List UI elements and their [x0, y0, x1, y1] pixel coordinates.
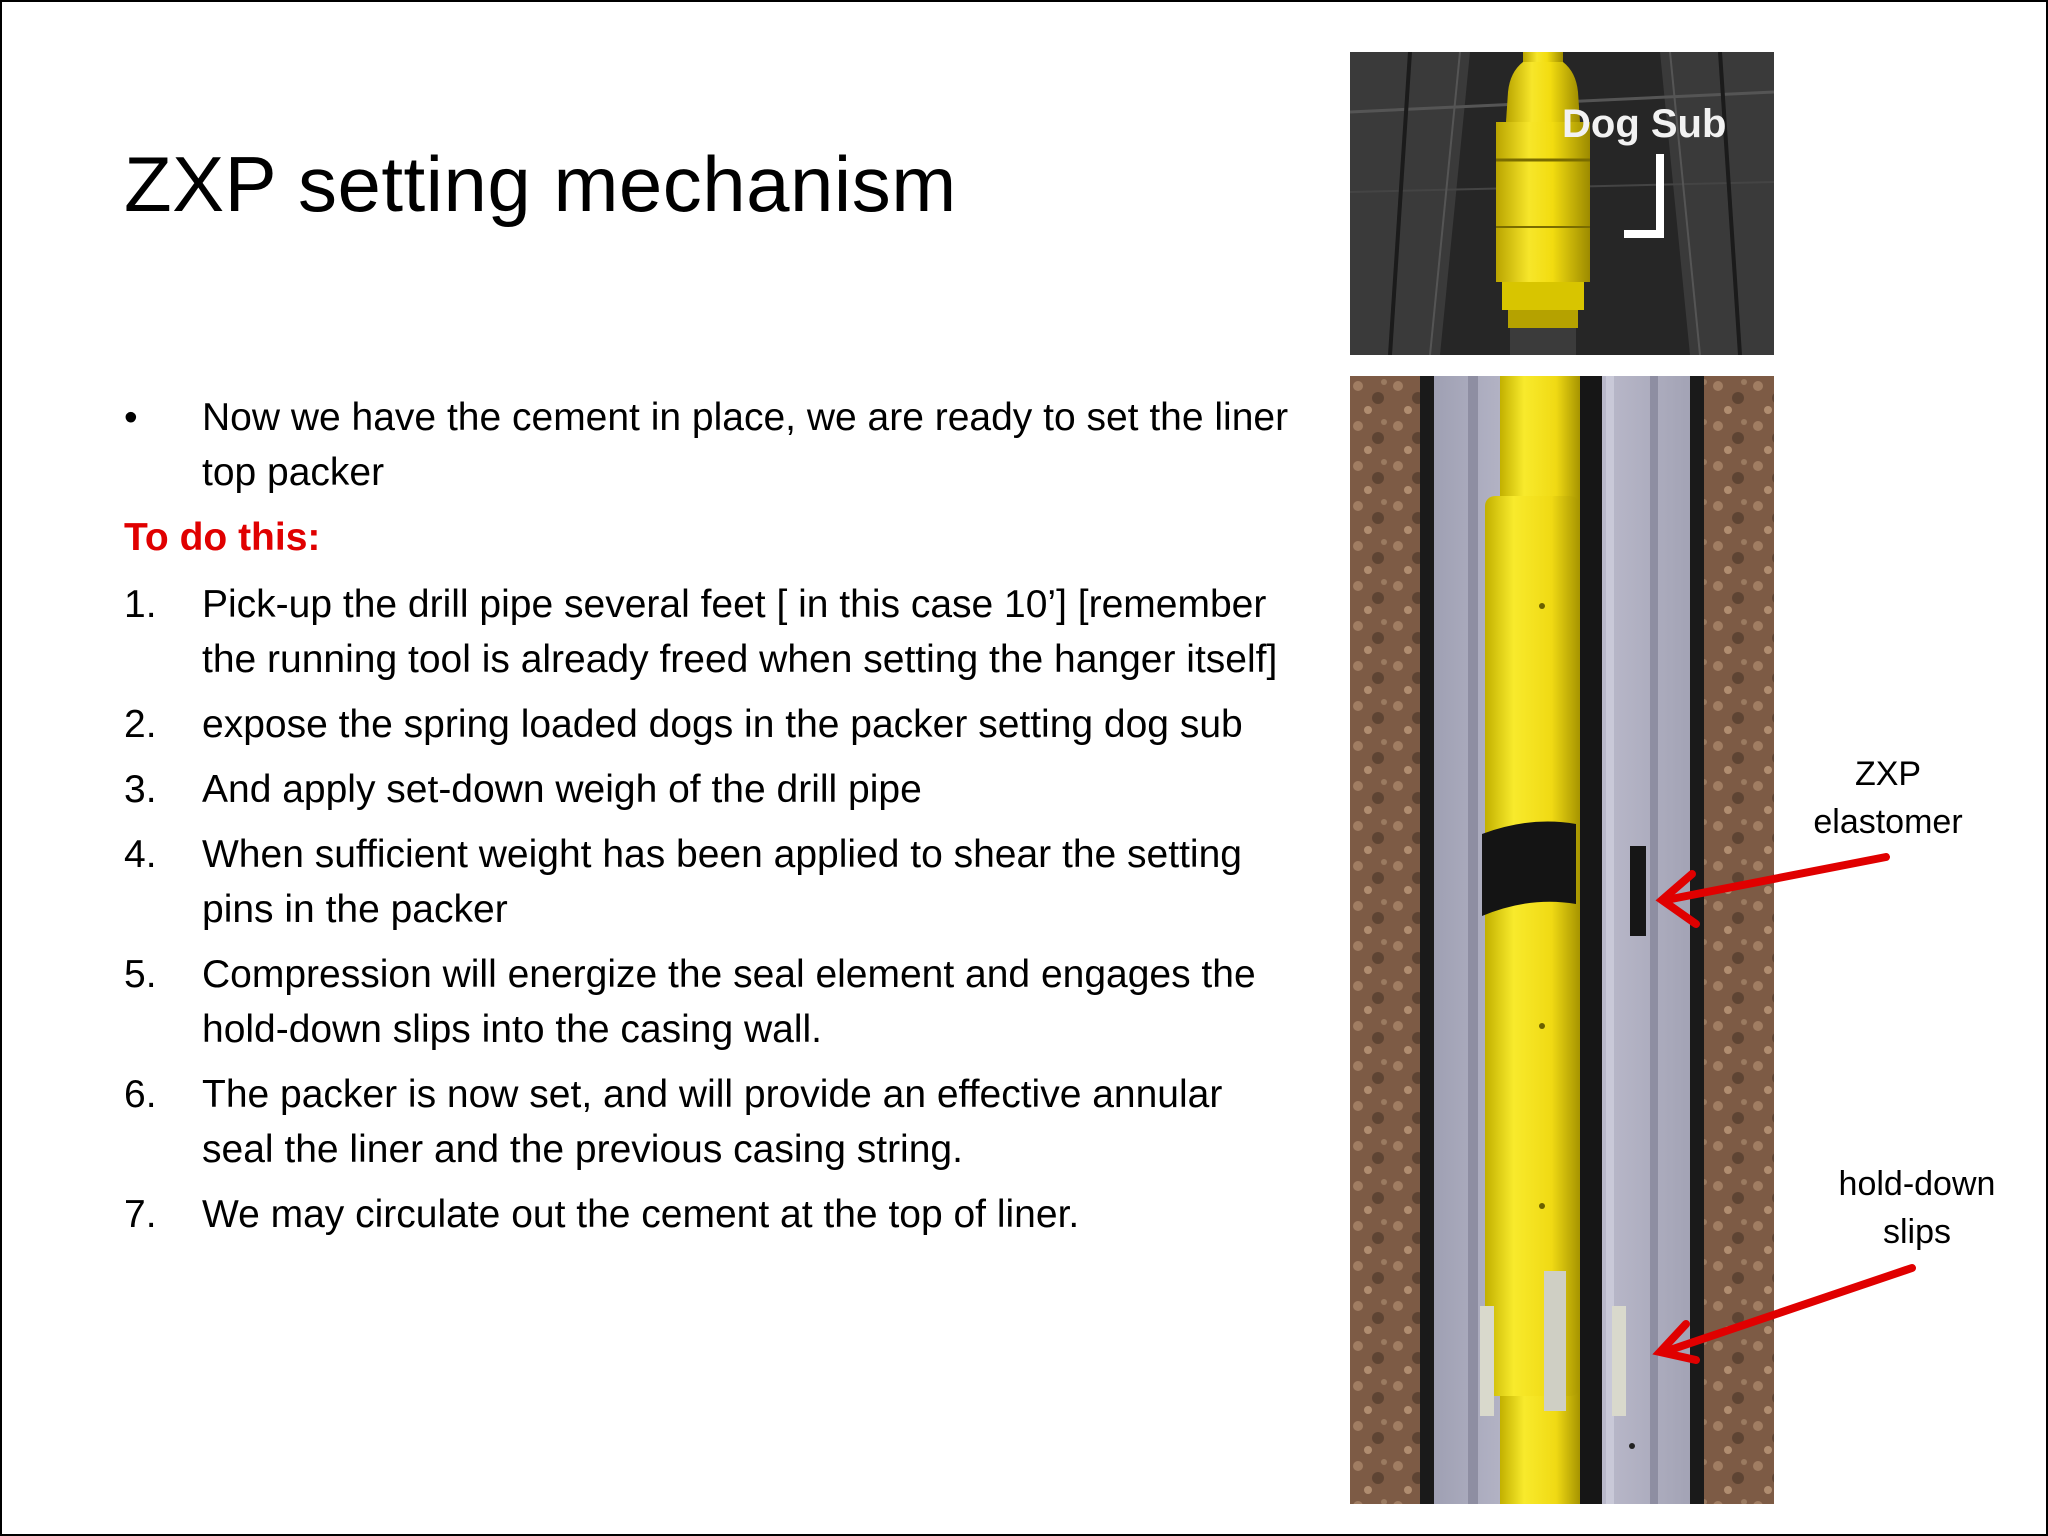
- step-number: 6.: [124, 1073, 157, 1116]
- step-number: 4.: [124, 833, 157, 876]
- step-item: [124, 947, 1304, 1057]
- todo-heading: To do this:: [124, 516, 321, 559]
- step-item: [124, 1187, 1304, 1242]
- step-item: [124, 827, 1304, 937]
- zxp-label-line2: elastomer: [1813, 803, 1963, 841]
- step-number: 1.: [124, 583, 157, 626]
- step-number: 5.: [124, 953, 157, 996]
- intro-bullet-text: Now we have the cement in place, we are ready to set the liner top packer: [202, 396, 1289, 494]
- step-item: [124, 697, 1304, 752]
- slide-title: ZXP setting mechanism: [124, 140, 957, 228]
- packer-animation-image: [1350, 376, 1774, 1504]
- step-number: 3.: [124, 768, 157, 811]
- zxp-elastomer-label: [1790, 750, 1986, 846]
- step-text: The packer is now set, and will provide an effective annular seal the liner and the previous casing string.: [202, 1073, 1223, 1171]
- step-item: [124, 1067, 1304, 1177]
- bracket-icon: [1620, 150, 1672, 240]
- step-number: 2.: [124, 703, 157, 746]
- step-number: 7.: [124, 1193, 157, 1236]
- slips-label-line2: slips: [1882, 1213, 1952, 1251]
- step-item: [124, 577, 1304, 687]
- zxp-label-line1: ZXP: [1854, 755, 1922, 793]
- step-text: expose the spring loaded dogs in the packer setting dog sub: [202, 703, 1243, 746]
- step-text: Pick-up the drill pipe several feet [ in this case 10’] [remember the running tool is already freed when setting the hanger itself]: [202, 583, 1278, 681]
- slide-body: [124, 390, 1304, 1252]
- packer-illustration: [1350, 376, 1774, 1504]
- dog-sub-label: Dog Sub: [1562, 102, 1727, 146]
- hold-down-slips-label: [1812, 1160, 2022, 1256]
- step-item: [124, 762, 1304, 817]
- dog-sub-illustration: [1350, 52, 1774, 355]
- step-text: We may circulate out the cement at the top of liner.: [202, 1193, 1080, 1236]
- dog-sub-image: [1350, 52, 1774, 355]
- step-text: Compression will energize the seal element and engages the hold-down slips into the casing wall.: [202, 953, 1256, 1051]
- intro-bullet: [124, 390, 1304, 500]
- bullet-icon: •: [124, 396, 138, 439]
- step-text: When sufficient weight has been applied to shear the setting pins in the packer: [202, 833, 1242, 931]
- step-text: And apply set-down weigh of the drill pipe: [202, 768, 922, 811]
- slips-label-line1: hold-down: [1838, 1165, 1996, 1203]
